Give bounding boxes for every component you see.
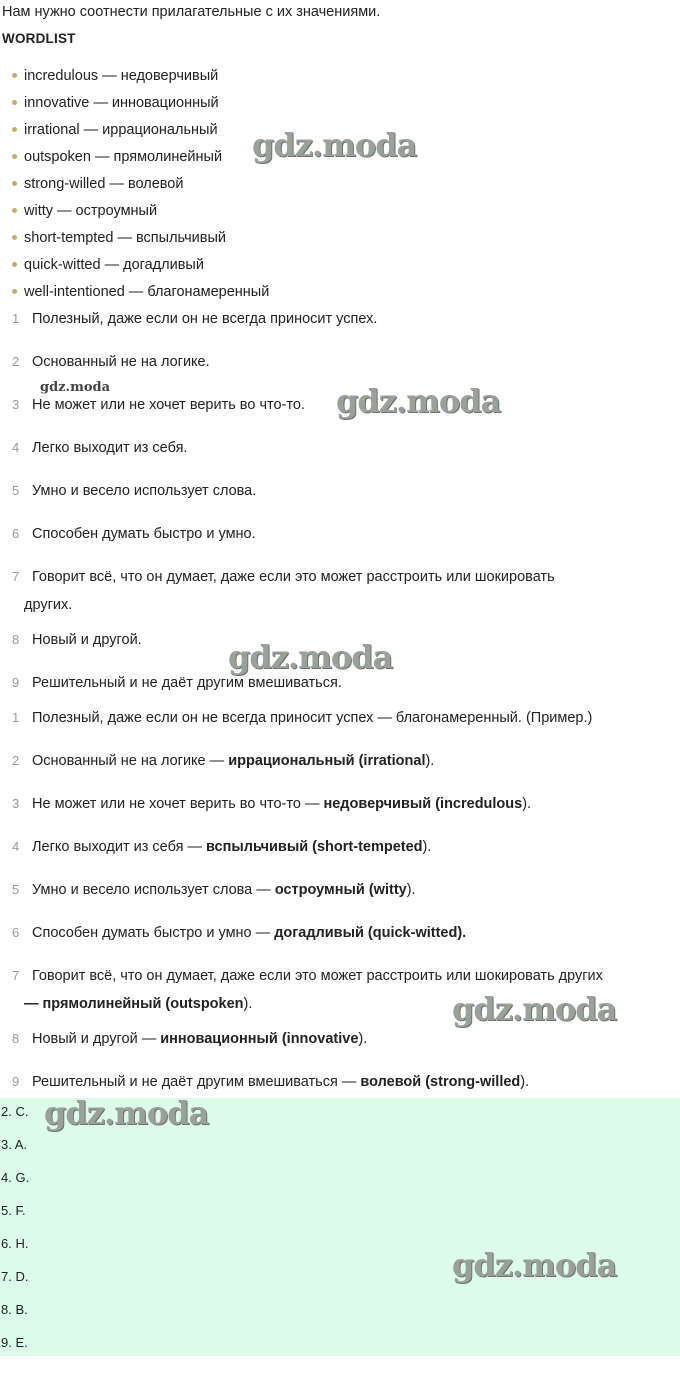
bullet-icon bbox=[12, 154, 17, 159]
list-item: short-tempted — вспыльчивый bbox=[12, 228, 269, 255]
question-row bbox=[0, 567, 680, 630]
bullet-icon bbox=[12, 208, 17, 213]
question-text: Говорит всё, что он думает, даже если это может расстроить или шокировать bbox=[32, 569, 555, 585]
list-item: outspoken — прямолинейный bbox=[12, 147, 269, 174]
item-number: 7 bbox=[12, 968, 20, 983]
item-number: 5 bbox=[12, 483, 20, 498]
list-item: innovative — инновационный bbox=[12, 93, 269, 120]
answer-text: Способен думать быстро и умно — догадливый (quick-witted). bbox=[32, 925, 467, 941]
item-number: 2 bbox=[12, 354, 20, 369]
list-item: quick-witted — догадливый bbox=[12, 255, 269, 282]
bullet-icon bbox=[12, 100, 17, 105]
answer-text: Основанный не на логике — иррациональный (irrational). bbox=[32, 753, 435, 769]
answer-row bbox=[0, 880, 680, 923]
answer-row bbox=[0, 794, 680, 837]
wordlist-title: WORDLIST bbox=[2, 31, 76, 46]
answer-key-item: 9. E. bbox=[1, 1335, 28, 1350]
answer-row bbox=[0, 708, 680, 751]
question-row bbox=[0, 438, 680, 481]
item-number: 2 bbox=[12, 753, 20, 768]
question-row bbox=[0, 309, 680, 352]
answer-text: Решительный и не даёт другим вмешиваться — волевой (strong-willed). bbox=[32, 1074, 530, 1090]
intro-text: Нам нужно соотнести прилагательные с их значениями. bbox=[2, 4, 381, 20]
question-row bbox=[0, 481, 680, 524]
answer-row bbox=[0, 1029, 680, 1072]
bullet-icon bbox=[12, 289, 17, 294]
item-number: 8 bbox=[12, 632, 20, 647]
answer-row bbox=[0, 923, 680, 966]
item-number: 8 bbox=[12, 1031, 20, 1046]
list-item: strong-willed — волевой bbox=[12, 174, 269, 201]
answer-key-item: 8. B. bbox=[1, 1302, 28, 1317]
watermark: gdz.moda bbox=[252, 126, 417, 164]
answer-key-item: 3. A. bbox=[1, 1137, 28, 1152]
watermark: gdz.moda bbox=[452, 1246, 617, 1284]
bullet-icon bbox=[12, 127, 17, 132]
answer-key-item: 6. H. bbox=[1, 1236, 29, 1251]
item-number: 9 bbox=[12, 675, 20, 690]
question-text: Способен думать быстро и умно. bbox=[32, 526, 256, 542]
item-number: 9 bbox=[12, 1074, 20, 1089]
answer-list bbox=[0, 708, 680, 1115]
list-item: witty — остроумный bbox=[12, 201, 269, 228]
question-text: Новый и другой. bbox=[32, 632, 142, 648]
question-text: Решительный и не даёт другим вмешиваться. bbox=[32, 675, 342, 691]
answer-key-item: 2. C. bbox=[1, 1104, 29, 1119]
answer-key-panel bbox=[0, 1098, 680, 1356]
answer-text: Умно и весело использует слова — остроумный (witty). bbox=[32, 882, 416, 898]
answer-text: Легко выходит из себя — вспыльчивый (short-tempeted). bbox=[32, 839, 432, 855]
item-number: 1 bbox=[12, 710, 20, 725]
item-number: 3 bbox=[12, 397, 20, 412]
answer-text: Новый и другой — инновационный (innovative). bbox=[32, 1031, 368, 1047]
question-text: Основанный не на логике. bbox=[32, 354, 210, 370]
item-number: 1 bbox=[12, 311, 20, 326]
watermark: gdz.moda bbox=[40, 380, 111, 395]
list-item: irrational — иррациональный bbox=[12, 120, 269, 147]
answer-row bbox=[0, 751, 680, 794]
question-text: Умно и весело использует слова. bbox=[32, 483, 257, 499]
question-text-continued: других. bbox=[24, 597, 73, 613]
question-text: Легко выходит из себя. bbox=[32, 440, 188, 456]
item-number: 4 bbox=[12, 839, 20, 854]
watermark: gdz.moda bbox=[44, 1094, 209, 1132]
item-number: 5 bbox=[12, 882, 20, 897]
answer-text: Не может или не хочет верить во что-то — недоверчивый (incredulous). bbox=[32, 796, 532, 812]
item-number: 3 bbox=[12, 796, 20, 811]
item-number: 7 bbox=[12, 569, 20, 584]
answer-key-item: 5. F. bbox=[1, 1203, 26, 1218]
bullet-icon bbox=[12, 73, 17, 78]
answer-text-continued: — прямолинейный (outspoken). bbox=[24, 996, 253, 1012]
watermark: gdz.moda bbox=[336, 382, 501, 420]
answer-key-item: 4. G. bbox=[1, 1170, 30, 1185]
question-text: Не может или не хочет верить во что-то. bbox=[32, 397, 305, 413]
bullet-icon bbox=[12, 181, 17, 186]
wordlist bbox=[12, 66, 269, 309]
question-text: Полезный, даже если он не всегда приносит успех. bbox=[32, 311, 378, 327]
list-item: well-intentioned — благонамеренный bbox=[12, 282, 269, 309]
answer-key-item: 7. D. bbox=[1, 1269, 29, 1284]
bullet-icon bbox=[12, 262, 17, 267]
answer-row bbox=[0, 837, 680, 880]
answer-text: Говорит всё, что он думает, даже если это может расстроить или шокировать других bbox=[32, 968, 603, 984]
item-number: 4 bbox=[12, 440, 20, 455]
bullet-icon bbox=[12, 235, 17, 240]
item-number: 6 bbox=[12, 925, 20, 940]
list-item: incredulous — недоверчивый bbox=[12, 66, 269, 93]
answer-text: Полезный, даже если он не всегда приносит успех — благонамеренный. (Пример.) bbox=[32, 710, 593, 726]
question-row bbox=[0, 524, 680, 567]
watermark: gdz.moda bbox=[452, 990, 617, 1028]
watermark: gdz.moda bbox=[228, 638, 393, 676]
item-number: 6 bbox=[12, 526, 20, 541]
